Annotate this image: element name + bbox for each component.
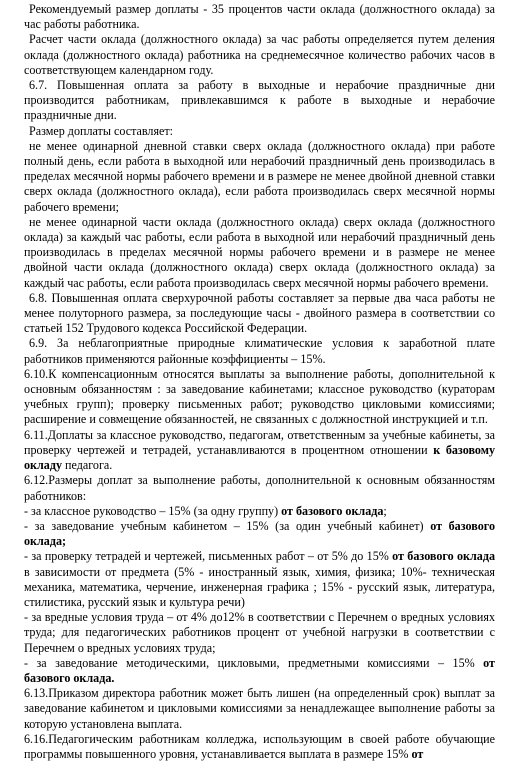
list-item-hazardous-conditions: - за вредные условия труда – от 4% до12% в соответствии с Перечнем о вредных условиях труда; для педагогических работников процент от учебной нагрузки в соответствии с Перечнем о вредных условиях труда; — [24, 610, 495, 655]
list-item-text: - за классное руководство – 15% (за одну группу) — [24, 503, 282, 518]
list-item-classroom-management — [24, 519, 495, 549]
paragraph-6-10: 6.10.К компенсационным относятся выплаты за выполнение работы, дополнительной к основным обязанностям : за заведование кабинетами; классное руководство (кураторам учебных групп); проверку письменных работ; руководство цикловыми комиссиями; расширение и совмещение обязанностей, не связанных с должностной инструкцией и т.п. — [24, 366, 495, 427]
list-item-commissions — [24, 656, 495, 686]
base-salary-emphasis: от базового оклада. — [24, 655, 495, 685]
paragraph-6-11 — [24, 428, 495, 474]
base-salary-emphasis: от — [411, 746, 424, 761]
base-salary-emphasis: к базовому окладу — [24, 442, 496, 473]
list-item-tail: ; — [383, 503, 387, 518]
paragraph-6-13: 6.13.Приказом директора работник может быть лишен (на определенный срок) выплат за заведование кабинетом и цикловыми комиссиями за ненадлежащее выполнение работы за которую установлена выплата. — [24, 686, 495, 731]
paragraph-hourly-rate: не менее одинарной части оклада (должностного оклада) сверх оклада (должностного оклада) за каждый час работы, если работа в выходной или нерабочий праздничный день производилась в пределах месячной нормы рабочего времени и в размере не менее двойной части оклада (должностного оклада) сверх оклада (должностного оклада) за каждый час работы, если работа производилась сверх месячной нормы рабочего времени. — [24, 214, 495, 290]
paragraph-6-11-tail: педагога. — [62, 458, 113, 473]
list-item-class-leadership — [24, 504, 495, 519]
paragraph-6-8: 6.8. Повышенная оплата сверхурочной работы составляет за первые два часа работы не менее полуторного размера, за последующие часы - двойного размера в соответствии со статьей 152 Трудового кодекса Российской Федерации. — [24, 290, 495, 336]
paragraph-6-16-text: 6.16.Педагогическим работникам колледжа, использующим в своей работе обучающие программы повышенного уровня, устанавливается выплата в размере 15% — [24, 731, 495, 761]
base-salary-emphasis: от базового оклада — [281, 503, 384, 518]
paragraph-6-7: 6.7. Повышенная оплата за работу в выходные и нерабочие праздничные дни производится работникам, привлекавшимся к работе в выходные и нерабочие праздничные дни. — [24, 78, 495, 123]
list-item-text: - за заведование методическими, цикловыми, предметными комиссиями – 15% — [24, 655, 484, 670]
paragraph-6-12: 6.12.Размеры доплат за выполнение работы, дополнительной к основным обязанностям работников: — [24, 473, 495, 503]
paragraph-6-9: 6.9. За неблагоприятные природные климатические условия к заработной плате работников применяются районные коэффициенты – 15%. — [24, 336, 495, 366]
list-item-tail: в зависимости от предмета (5% - иностранный язык, химия, физика; 10%- техническая механика, математика, черчение, инженерная графика ; 15% - русский язык, литература, стилистика, русский язык и культура речи) — [24, 564, 495, 609]
paragraph-6-16 — [24, 732, 495, 762]
paragraph-6-11-text: 6.11.Доплаты за классное руководство, педагогам, ответственным за учебные кабинеты, за проверку чертежей и тетрадей, устанавливаются в процентном отношении — [24, 427, 495, 457]
list-item-text: - за проверку тетрадей и чертежей, письменных работ – от 5% до 15% — [24, 549, 393, 564]
paragraph-daily-rate: не менее одинарной дневной ставки сверх оклада (должностного оклада) при работе полный день, если работа в выходной или нерабочий праздничный день производилась в пределах месячной нормы рабочего времени и в размере не менее двойной дневной ставки сверх оклада (должностного оклада), если работа производилась сверх месячной нормы рабочего времени; — [24, 138, 495, 214]
list-item-grading — [24, 549, 495, 610]
paragraph-hourly-calculation: Расчет части оклада (должностного оклада) за час работы определяется путем деления оклада (должностного оклада) работника на среднемесячное количество рабочих часов в соответствующем календарном году. — [24, 32, 495, 77]
base-salary-emphasis: от базового оклада; — [24, 518, 495, 549]
base-salary-emphasis: от базового оклада — [392, 549, 495, 564]
paragraph-surcharge-amount: Размер доплаты составляет: — [29, 123, 174, 138]
list-item-text: - за заведование учебным кабинетом – 15% (за один учебный кабинет) — [24, 518, 431, 533]
paragraph-surcharge-rate: Рекомендуемый размер доплаты - 35 процентов части оклада (должностного оклада) за час работы работника. — [24, 2, 495, 32]
